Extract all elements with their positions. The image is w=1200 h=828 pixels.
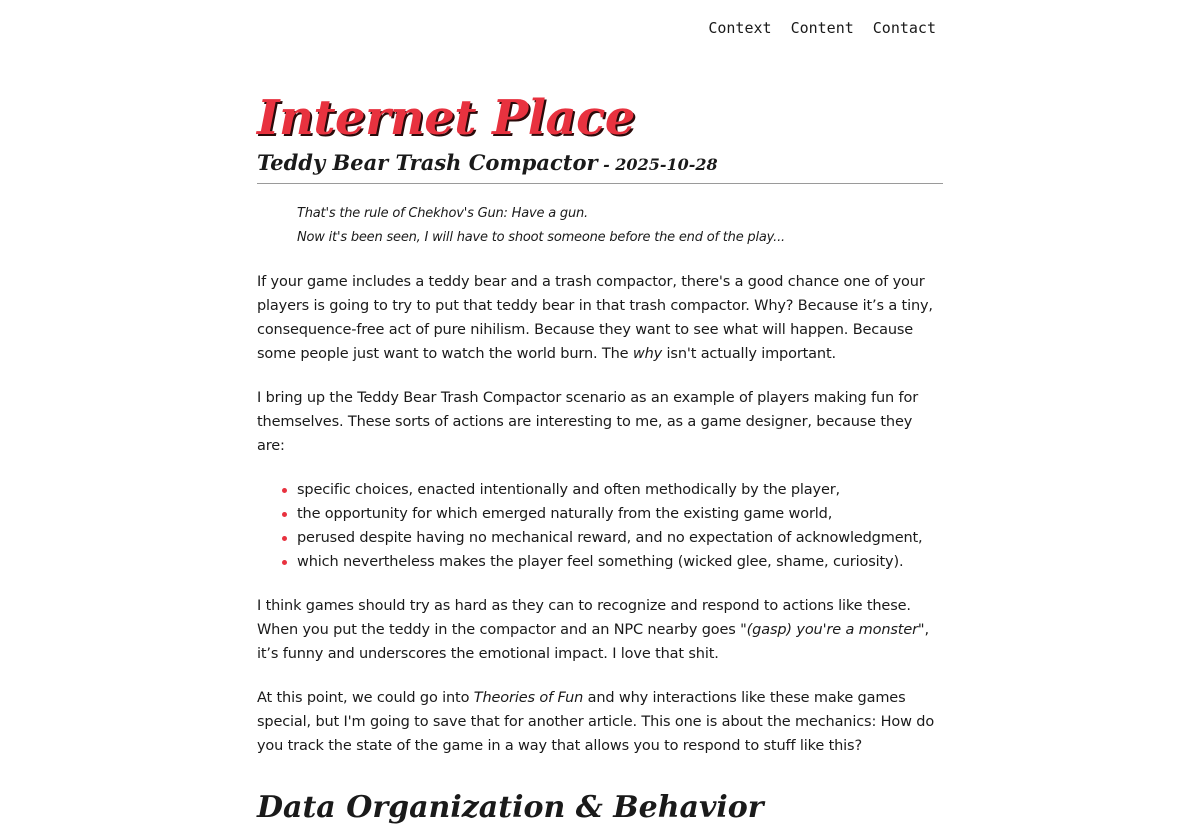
site-title[interactable]: Internet Place bbox=[257, 90, 635, 146]
post-date: 2025-10-28 bbox=[615, 155, 718, 174]
post-header bbox=[257, 148, 943, 184]
nav-link-context[interactable]: Context bbox=[708, 19, 772, 37]
paragraph-4-text-end: and why interactions like these make games special, but I'm going to save that for another article. This one is about the mechanics: How do you track the state of the game in a way that allows you to respond to stuff like this? bbox=[257, 690, 935, 754]
nav-link-contact[interactable]: Contact bbox=[872, 19, 936, 37]
paragraph-3-emphasis: "(gasp) you're a monster" bbox=[740, 622, 925, 638]
list-item: which nevertheless makes the player feel something (wicked glee, shame, curiosity). bbox=[297, 550, 943, 574]
paragraph-1-emphasis: why bbox=[632, 346, 663, 362]
paragraph-4 bbox=[257, 686, 943, 758]
paragraph-2: I bring up the Teddy Bear Trash Compactor scenario as an example of players making fun for themselves. These sorts of actions are interesting to me, as a game designer, because they are: bbox=[257, 390, 919, 454]
top-nav bbox=[708, 19, 936, 37]
bullet-list bbox=[257, 478, 943, 574]
post-title: Teddy Bear Trash Compactor bbox=[257, 150, 598, 175]
quote-line-1: That's the rule of Chekhov's Gun: Have a gun. bbox=[297, 206, 588, 221]
paragraph-3-text-end: , it’s funny and underscores the emotional impact. I love that shit. bbox=[257, 622, 929, 662]
paragraph-1-text-end: isn't actually important. bbox=[662, 346, 836, 362]
list-item: the opportunity for which emerged naturally from the existing game world, bbox=[297, 502, 943, 526]
article-container bbox=[257, 88, 943, 828]
nav-link-content[interactable]: Content bbox=[790, 19, 854, 37]
paragraph-1-text: If your game includes a teddy bear and a trash compactor, there's a good chance one of your players is going to try to put that teddy bear in that trash compactor. Why? Because it’s a tiny, consequence-free act of pure nihilism. Because they want to see what will happen. Because some people just want to watch the world burn. The bbox=[257, 274, 933, 362]
post-date-separator: - bbox=[597, 155, 616, 174]
quote-line-2: Now it's been seen, I will have to shoot someone before the end of the play... bbox=[297, 230, 785, 245]
epigraph-quote bbox=[297, 202, 943, 250]
paragraph-1 bbox=[257, 270, 943, 366]
list-item: perused despite having no mechanical reward, and no expectation of acknowledgment, bbox=[297, 526, 943, 550]
paragraph-3-text: I think games should try as hard as they can to recognize and respond to actions like these. When you put the teddy in the compactor and an NPC nearby goes bbox=[257, 598, 911, 638]
paragraph-3 bbox=[257, 594, 943, 666]
paragraph-4-text: At this point, we could go into bbox=[257, 690, 474, 706]
section-heading: Data Organization & Behavior bbox=[257, 790, 764, 825]
paragraph-4-emphasis: Theories of Fun bbox=[473, 690, 584, 706]
list-item: specific choices, enacted intentionally and often methodically by the player, bbox=[297, 478, 943, 502]
